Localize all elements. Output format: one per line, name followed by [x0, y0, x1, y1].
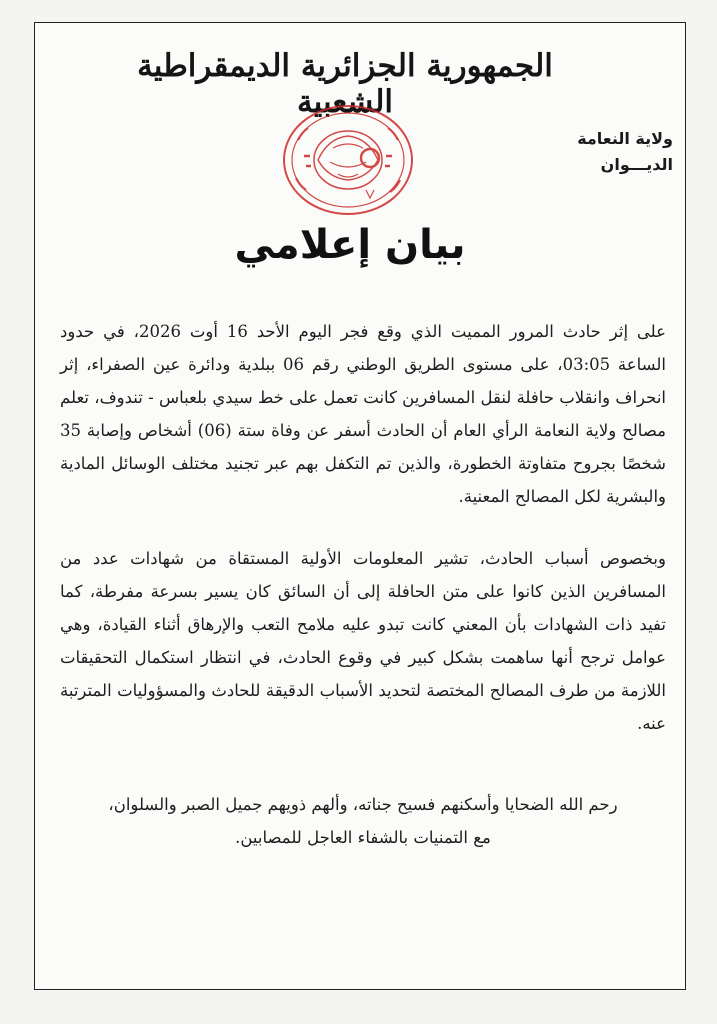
wilaya-name: ولاية النعامة: [577, 129, 673, 148]
paragraph-causes: وبخصوص أسباب الحادث، تشير المعلومات الأولية المستقاة من شهادات عدد من المسافرين الذين كانوا على متن الحافلة إلى أن السائق كان يسير بسرعة مفرطة، كما تفيد ذات الشهادات بأن المعني كانت تبدو عليه ملامح التعب والإرهاق أثناء القيادة، وهي عوامل ترجح أنها ساهمت بشكل كبير في وقوع الحادث، في انتظار استكمال التحقيقات اللازمة من طرف المصالح المختصة لتحديد الأسباب الدقيقة للحادث والمسؤوليات المترتبة عنه.: [60, 549, 666, 733]
issuer-block: [523, 126, 673, 178]
republic-header: الجمهورية الجزائرية الديمقراطية الشعبية: [137, 48, 553, 120]
office-name: الديـــوان: [600, 155, 673, 174]
closing-condolences: [60, 788, 666, 854]
closing-line-1: رحم الله الضحايا وأسكنهم فسيح جناته، وألهم ذويهم جميل الصبر والسلوان،: [108, 795, 618, 814]
paragraph-incident: على إثر حادث المرور المميت الذي وقع فجر اليوم الأحد 16 أوت 2026، في حدود الساعة 03:05، على مستوى الطريق الوطني رقم 06 ببلدية ودائرة عين الصفراء، إثر انحراف وانقلاب حافلة لنقل المسافرين كانت تعمل على خط سيدي بلعباس - تندوف، تعلم مصالح ولاية النعامة الرأي العام أن الحادث أسفر عن وفاة ستة (06) أشخاص وإصابة 35 شخصًا بجروح متفاوتة الخطورة، والذين تم التكفل بهم عبر تجنيد مختلف الوسائل المادية والبشرية لكل المصالح المعنية.: [60, 322, 666, 506]
official-seal-stamp: [278, 100, 418, 220]
closing-line-2: مع التمنيات بالشفاء العاجل للمصابين.: [235, 828, 491, 847]
document-title: بيان إعلامي: [234, 222, 466, 268]
